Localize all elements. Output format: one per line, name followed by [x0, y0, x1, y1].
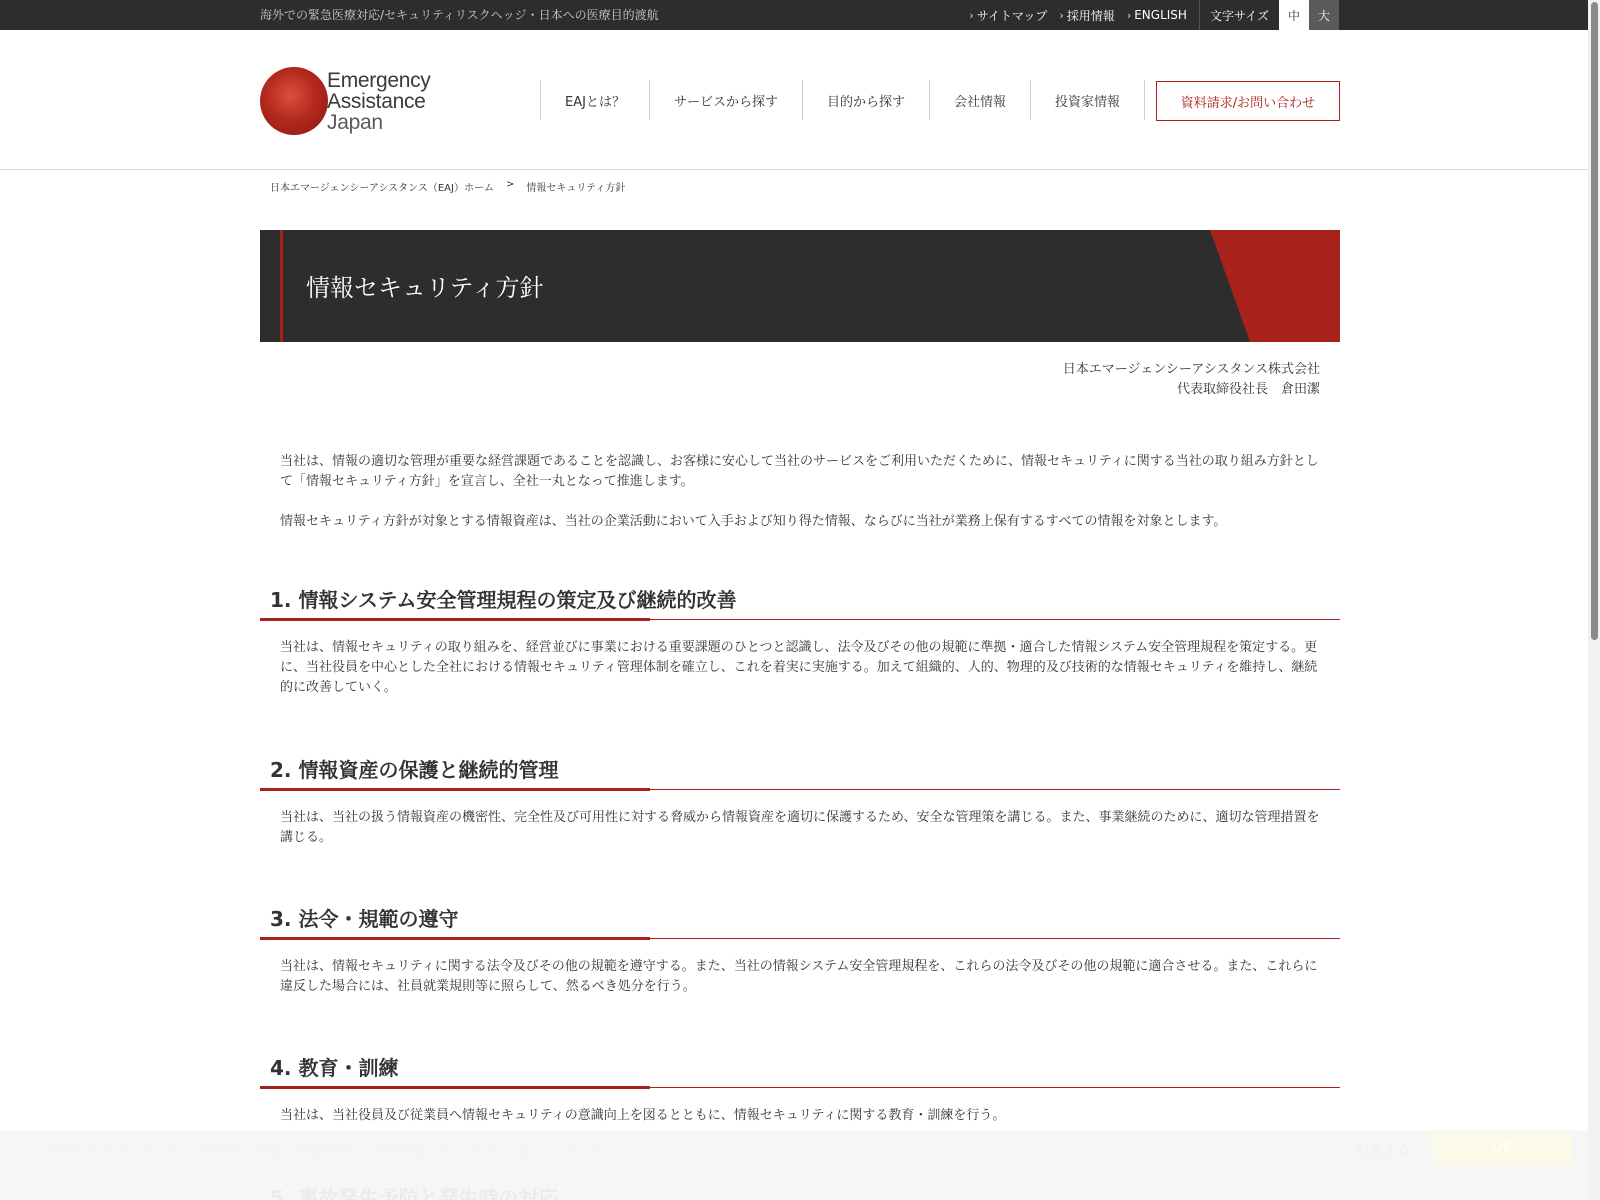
section-title: 1. 情報システム安全管理規程の策定及び継続的改善: [270, 588, 737, 612]
section-body: 当社は、当社役員及び従業員へ情報セキュリティの意識向上を図るとともに、情報セキュリティに関する教育・訓練を行う。: [280, 1108, 1006, 1123]
nav-about-eaj[interactable]: EAJとは？: [540, 80, 649, 120]
recruit-link[interactable]: › 採用情報: [1059, 8, 1115, 23]
signature-company: 日本エマージェンシーアシスタンス株式会社: [1062, 362, 1320, 377]
divider-accent: [260, 937, 650, 940]
section-body: 当社は、情報セキュリティに関する法令及びその他の規範を遵守する。また、当社の情報システム安全管理規程を、これらの法令及びその他の規範に適合させる。また、これらに違反した場合には、社員就業規則等に照らして、然るべき処分を行う。: [280, 959, 1318, 994]
nav-find-by-service[interactable]: サービスから探す: [649, 80, 802, 120]
top-utility-bar: [0, 0, 1600, 30]
eaj-logo[interactable]: [260, 66, 450, 136]
cookie-message: このサイトでは、クッキーを使用して個人のWEBデータを収集しています。 詳しくはこちら: [30, 1143, 617, 1159]
font-size-medium-button[interactable]: 中: [1279, 0, 1309, 30]
font-size-large-button[interactable]: 大: [1309, 0, 1339, 30]
section-heading: [260, 578, 1340, 620]
signature-block: [1063, 360, 1320, 400]
signature-person: 代表取締役社長 倉田潔: [1176, 382, 1320, 397]
logo-emblem-icon: [260, 67, 328, 135]
banner-red-wedge: [1210, 230, 1340, 342]
section-title: 4. 教育・訓練: [270, 1056, 399, 1080]
section-body: 当社は、当社の扱う情報資産の機密性、完全性及び可用性に対する脅威から情報資産を適切に保護するため、安全な管理策を講じる。また、事業継続のために、適切な管理措置を講じる。: [280, 810, 1320, 845]
chevron-right-icon: ›: [969, 8, 974, 22]
cookie-learn-more-link[interactable]: 詳しくはこちら: [518, 1143, 617, 1159]
intro-paragraph: 当社は、情報の適切な管理が重要な経営課題であることを認識し、お客様に安心して当社のサービスをご利用いただくために、情報セキュリティに関する当社の取り組み方針として「情報セキュリティ方針」を宣言し、全社一丸となって推進します。: [280, 454, 1319, 489]
page-title-banner: [260, 230, 1340, 342]
sitemap-link[interactable]: › サイトマップ: [969, 8, 1048, 23]
intro-paragraph: 情報セキュリティ方針が対象とする情報資産は、当社の企業活動において入手および知り得た情報、ならびに当社が業務上保有するすべての情報を対象とします。: [280, 514, 1227, 529]
divider-accent: [260, 788, 650, 791]
breadcrumb: [270, 179, 625, 194]
scrollbar-thumb[interactable]: [1591, 2, 1598, 640]
contact-request-button[interactable]: 資料請求/お問い合わせ: [1156, 81, 1340, 121]
global-nav: [540, 80, 1145, 120]
banner-accent-bar: [280, 230, 283, 342]
breadcrumb-separator: >: [505, 179, 515, 190]
site-header: [0, 30, 1600, 170]
section-body: 当社は、情報セキュリティの取り組みを、経営並びに事業における重要課題のひとつと認識し、法令及びその他の規範に準拠・適合した情報システム安全管理規程を策定する。更に、当社役員を中心とした全社における情報セキュリティ管理体制を確立し、これを着実に実施する。加えて組織的、人的、物理的及び技術的な情報セキュリティを維持し、継続的に改善していく。: [280, 640, 1318, 695]
nav-investor-info[interactable]: 投資家情報: [1030, 80, 1145, 120]
page-title: 情報セキュリティ方針: [306, 274, 544, 302]
font-size-label: 文字サイズ: [1199, 0, 1279, 30]
nav-company-info[interactable]: 会社情報: [929, 80, 1030, 120]
page-scrollbar[interactable]: [1588, 0, 1600, 1200]
section-title: 2. 情報資産の保護と継続的管理: [270, 758, 559, 782]
breadcrumb-home-link[interactable]: 日本エマージェンシーアシスタンス（EAJ）ホーム: [270, 183, 494, 194]
nav-find-by-purpose[interactable]: 目的から探す: [802, 80, 929, 120]
divider-accent: [260, 618, 650, 621]
cookie-ok-button[interactable]: OK: [1432, 1130, 1572, 1166]
section-heading: [260, 1046, 1340, 1088]
chevron-right-icon: ›: [1126, 8, 1132, 22]
section-heading: [260, 897, 1340, 939]
logo-wordmark: Emergency Assistance Japan: [327, 68, 431, 134]
divider-accent: [260, 1086, 650, 1089]
utility-links: [963, 0, 1339, 30]
breadcrumb-current: 情報セキュリティ方針: [526, 183, 626, 194]
section-heading: [260, 748, 1340, 790]
english-link[interactable]: › ENGLISH: [1126, 8, 1187, 22]
chevron-right-icon: ›: [1059, 8, 1064, 22]
cookie-consent-bar: [0, 1130, 1588, 1200]
site-tagline: 海外での緊急医療対応/セキュリティリスクヘッジ・日本への医療目的渡航: [260, 8, 659, 22]
section-title: 3. 法令・規範の遵守: [270, 907, 459, 931]
cookie-decline-button[interactable]: 拒否する: [1355, 1143, 1411, 1159]
